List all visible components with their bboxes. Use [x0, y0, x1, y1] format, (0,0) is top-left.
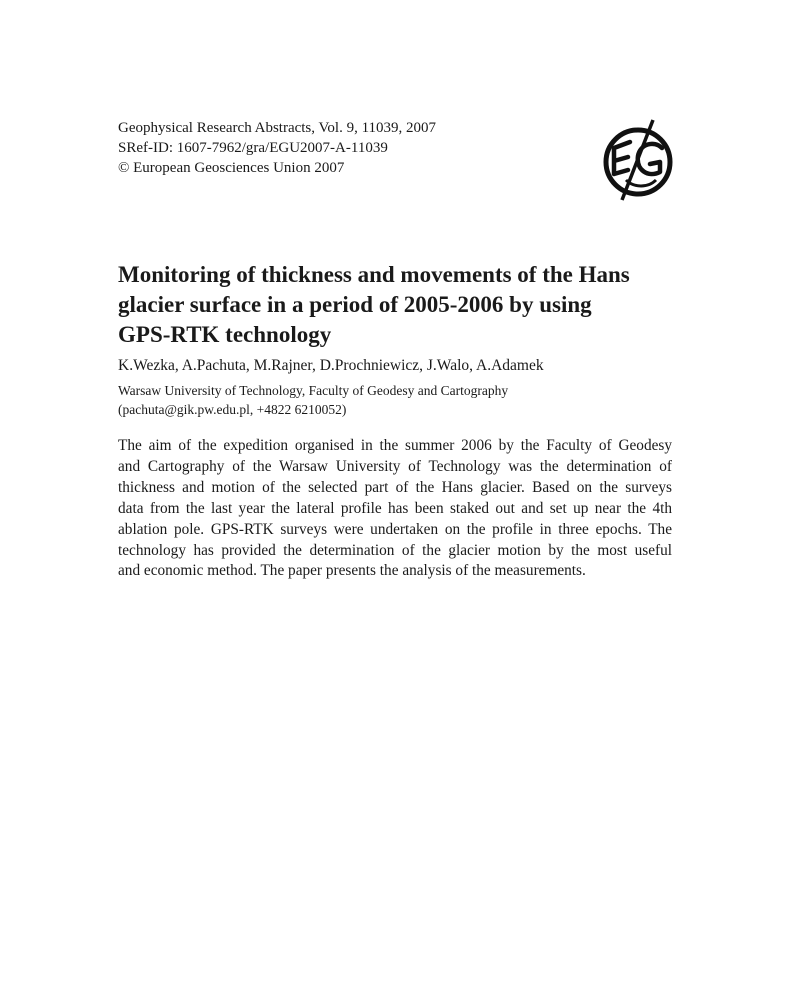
- abstract-line: and economic method. The paper presents the analysis of the measurements.: [118, 562, 586, 580]
- title-line-2: glacier surface in a period of 2005-2006 by using: [118, 292, 592, 317]
- institution: Warsaw University of Technology, Faculty of Geodesy and Cartography: [118, 383, 509, 398]
- abstract-line: thickness and motion of the selected part of the Hans glacier. Based on the surveys: [118, 478, 672, 496]
- egu-logo-icon: [598, 118, 678, 202]
- title-line-3: GPS-RTK technology: [118, 322, 332, 347]
- abstract-line: data from the last year the lateral profile has been staked out and set up near the 4th: [118, 499, 672, 517]
- abstract-line: ablation pole. GPS-RTK surveys were undertaken on the profile in three epochs. The: [118, 520, 672, 538]
- title-line-1: Monitoring of thickness and movements of the Hans: [118, 262, 630, 287]
- sref-line: SRef-ID: 1607-7962/gra/EGU2007-A-11039: [118, 140, 388, 156]
- abstract-line: and Cartography of the Warsaw University of Technology was the determination of: [118, 457, 672, 475]
- contact-info: (pachuta@gik.pw.edu.pl, +4822 6210052): [118, 402, 347, 417]
- abstract-body: [118, 436, 672, 582]
- author-list: K.Wezka, A.Pachuta, M.Rajner, D.Prochniewicz, J.Walo, A.Adamek: [118, 357, 544, 374]
- affiliation: [118, 381, 508, 419]
- publication-header: [118, 118, 436, 178]
- copyright-line: © European Geosciences Union 2007: [118, 160, 345, 176]
- journal-line: Geophysical Research Abstracts, Vol. 9, 11039, 2007: [118, 120, 437, 136]
- paper-title: [118, 260, 678, 350]
- abstract-line: The aim of the expedition organised in the summer 2006 by the Faculty of Geodesy: [118, 437, 672, 454]
- abstract-line: technology has provided the determination of the glacier motion by the most useful: [118, 541, 672, 559]
